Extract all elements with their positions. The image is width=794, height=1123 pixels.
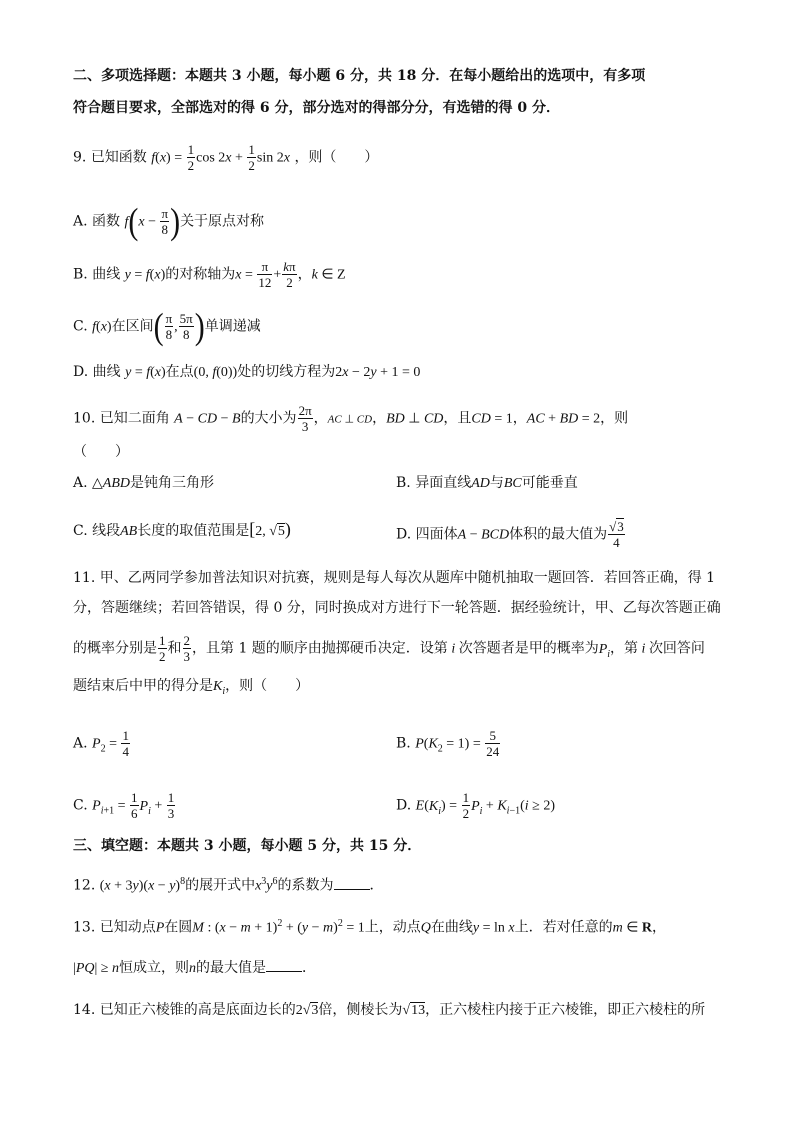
- section-3-heading: 三、填空题：本题共 3 小题，每小题 5 分，共 15 分．: [73, 838, 422, 854]
- question-number: 11.: [73, 570, 96, 586]
- question-11-line1: 11. 甲、乙两同学参加普法知识对抗赛，规则是每人每次从题库中随机抽取一题回答．若回答正确，得 1: [73, 570, 716, 586]
- question-10-option-c[interactable]: C. 线段AB长度的取值范围是[2, √5): [73, 519, 291, 539]
- question-9-option-a[interactable]: A. 函数 f(x − $\frac{\pi}{8}$ )关于原点对称: [73, 200, 265, 242]
- question-10-option-a[interactable]: A. △ABD是钝角三角形: [73, 475, 215, 491]
- question-9-option-d[interactable]: D. 曲线 y = f(x)在点(0, f(0))处的切线方程为2x − 2y + 1 = 0: [73, 364, 421, 380]
- question-number: 14.: [73, 1002, 96, 1018]
- question-number: 13.: [73, 919, 96, 936]
- question-9-option-c[interactable]: C. f(x)在区间( $\frac{\pi}{8}$ , $\frac{5\pi}{8}$ )单调递减: [73, 305, 261, 347]
- answer-blank[interactable]: [266, 957, 302, 972]
- question-9-stem: 9. 已知函数 f(x) = $\frac{1}{2}$ cos 2x + $\frac{1}{2}$ sin 2x ，则（ ）: [73, 142, 379, 173]
- question-number: 12.: [73, 877, 96, 894]
- question-11-line2: 分，答题继续；若回答错误，得 0 分，同时换成对方进行下一轮答题．据经验统计，甲、乙每次答题正确: [73, 600, 721, 616]
- question-11-option-c[interactable]: C. $P_{i+1}$ = $\frac{1}{6}$ $P_i$ + $\frac{1}{3}$: [73, 790, 175, 821]
- question-14-line1: 14. 已知正六棱锥的高是底面边长的2√3倍，侧棱长为√13，正六棱柱内接于正六棱锥，即正六棱柱的所: [73, 1002, 706, 1018]
- section-2-heading-line2: 符合题目要求，全部选对的得 6 分，部分选对的得部分分，有选错的得 0 分．: [73, 100, 560, 116]
- question-11-option-b[interactable]: B. $P(K_2 = 1)$ = $\frac{5}{24}$: [396, 728, 500, 759]
- question-10-option-d[interactable]: D. 四面体A − BCD体积的最大值为 $\frac{√3}{4}$: [396, 519, 624, 550]
- question-11-option-d[interactable]: D. $E(K_i)$ = $\frac{1}{2}$ $P_i + K_{i-1}(i \ge 2)$: [396, 790, 555, 821]
- question-10-stem: 10. 已知二面角 A − CD − B的大小为 $\frac{2\pi}{3}$ ，AC ⊥ CD，BD ⊥ CD，且CD = 1，AC + BD = 2，则: [73, 403, 629, 434]
- question-12: 12. $(x + 3y)(x - y)^8$的展开式中$x^3y^6$的系数为 ．: [73, 876, 384, 894]
- question-11-option-a[interactable]: A. $P_2$ = $\frac{1}{4}$: [73, 728, 129, 759]
- question-10-option-b[interactable]: B. 异面直线AD与BC可能垂直: [396, 475, 578, 491]
- question-number: 9.: [73, 149, 87, 166]
- question-11-line3: 的概率分别是 $\frac{1}{2}$ 和 $\frac{2}{3}$ ，且第 1 题的顺序由抛掷硬币决定．设第 i 次答题者是甲的概率为$P_i$，第 i 次回答问: [73, 633, 705, 664]
- question-11-line4: 题结束后中甲的得分是$K_i$，则（ ）: [73, 678, 310, 697]
- answer-blank[interactable]: [334, 875, 370, 890]
- question-9-option-b[interactable]: B. 曲线 y = f(x)的对称轴为x = $\frac{\pi}{12}$ + $\frac{k\pi}{2}$ ，k ∈ Z: [73, 259, 346, 290]
- question-13-line1: 13. 已知动点P在圆M : $(x - m + 1)^2 + (y - m)^2 = 1$上，动点Q在曲线y = ln x上．若对任意的m ∈ R，: [73, 918, 667, 936]
- question-number: 10.: [73, 410, 96, 427]
- section-2-heading-line1: 二、多项选择题：本题共 3 小题，每小题 6 分，共 18 分．在每小题给出的选项中，有多项: [73, 68, 646, 84]
- question-10-paren: （ ）: [73, 444, 129, 460]
- question-13-line2: |PQ| ≥ n恒成立，则n的最大值是 ．: [73, 957, 316, 979]
